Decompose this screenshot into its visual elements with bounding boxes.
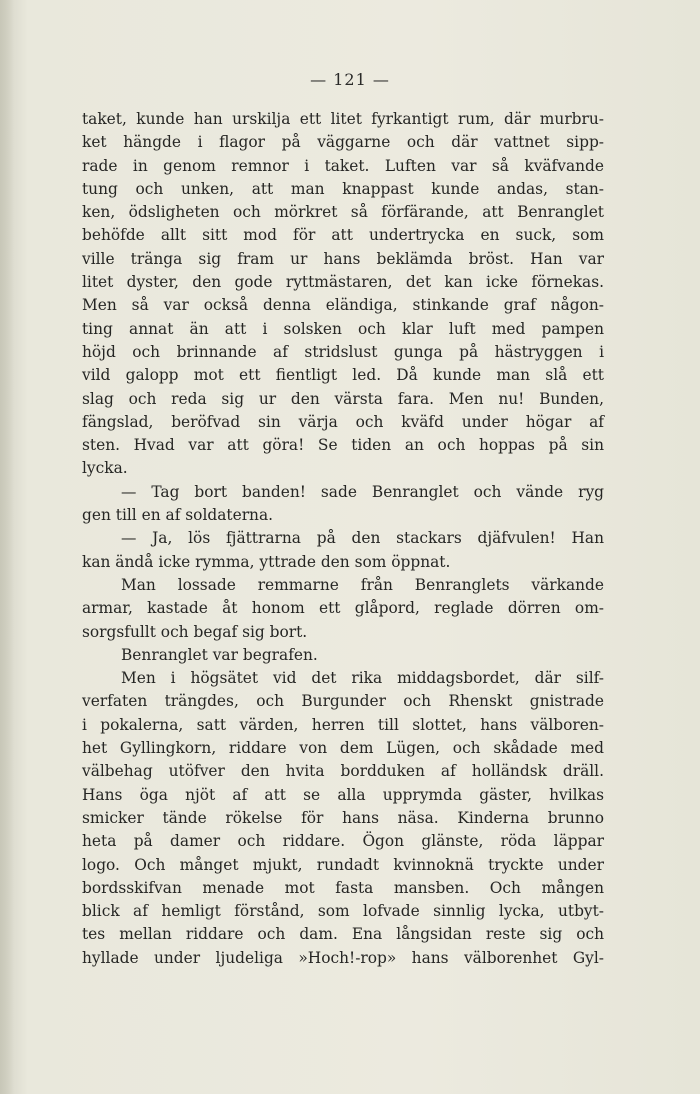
- text-line: Benranglet var begrafen.: [121, 645, 318, 664]
- text-line: Man lossade remmarne från Benranglets värkande: [121, 575, 604, 594]
- text-line: Hans öga njöt af att se alla upprymda gäster, hvilkas: [82, 785, 604, 804]
- text-line: kan ändå icke rymma, yttrade den som öppnat.: [82, 552, 451, 571]
- text-line: Men så var också denna eländiga, stinkande graf någon-: [82, 296, 604, 315]
- text-line: litet dyster, den gode ryttmästaren, det kan icke förnekas.: [82, 273, 604, 292]
- text-line: sorgsfullt och begaf sig bort.: [82, 622, 308, 641]
- text-line: tes mellan riddare och dam. Ena långsidan reste sig och: [82, 925, 604, 944]
- text-line: vild galopp mot ett fientligt led. Då kunde man slå ett: [82, 366, 604, 385]
- text-line: ville tränga sig fram ur hans beklämda bröst. Han var: [82, 249, 604, 268]
- text-line: sten. Hvad var att göra! Se tiden an och hoppas på sin: [82, 436, 604, 455]
- text-line: ken, ödsligheten och mörkret så förfärande, att Benranglet: [82, 203, 604, 222]
- text-line: het Gyllingkorn, riddare von dem Lügen, och skådade med: [82, 739, 604, 758]
- text-line: välbehag utöfver den hvita bordduken af holländsk dräll.: [82, 762, 604, 781]
- page-gutter-shadow: [0, 0, 14, 1094]
- text-line: smicker tände rökelse för hans näsa. Kinderna brunno: [82, 808, 604, 827]
- text-line: bordsskifvan menade mot fasta mansben. Och mången: [82, 878, 604, 897]
- text-line: behöfde allt sitt mod för att undertrycka en suck, som: [82, 226, 604, 245]
- text-line: taket, kunde han urskilja ett litet fyrkantigt rum, där murbru-: [82, 110, 604, 128]
- text-line: — Tag bort banden! sade Benranglet och vände ryg: [121, 482, 604, 501]
- text-line: tung och unken, att man knappast kunde andas, stan-: [82, 179, 604, 198]
- body-text: [82, 108, 604, 970]
- text-line: armar, kastade åt honom ett glåpord, reglade dörren om-: [82, 599, 604, 618]
- text-line: verfaten trängdes, och Burgunder och Rhenskt gnistrade: [82, 692, 604, 711]
- text-line: Men i högsätet vid det rika middagsbordet, där silf-: [121, 669, 604, 688]
- text-line: höjd och brinnande af stridslust gunga på hästryggen i: [82, 342, 604, 361]
- text-line: hyllade under ljudeliga »Hoch!-rop» hans välborenhet Gyl-: [82, 948, 604, 967]
- text-line: gen till en af soldaterna.: [82, 506, 274, 525]
- text-line: rade in genom remnor i taket. Luften var så kväfvande: [82, 156, 604, 175]
- text-line: slag och reda sig ur den värsta fara. Men nu! Bunden,: [82, 389, 604, 408]
- page-number: — 121 —: [310, 70, 390, 89]
- text-line: logo. Och månget mjukt, rundadt kvinnoknä tryckte under: [82, 855, 604, 874]
- text-line: ket hängde i flagor på väggarne och där vattnet sipp-: [82, 133, 604, 152]
- text-line: — Ja, lös fjättrarna på den stackars djäfvulen! Han: [121, 529, 604, 548]
- text-line: i pokalerna, satt värden, herren till slottet, hans välboren-: [82, 715, 604, 734]
- text-line: blick af hemligt förstånd, som lofvade sinnlig lycka, utbyt-: [82, 902, 604, 921]
- text-line: ting annat än att i solsken och klar luft med pampen: [82, 319, 604, 338]
- text-line: lycka.: [82, 459, 128, 478]
- text-line: fängslad, beröfvad sin värja och kväfd under högar af: [82, 412, 604, 431]
- text-line: heta på damer och riddare. Ögon glänste, röda läppar: [82, 832, 604, 851]
